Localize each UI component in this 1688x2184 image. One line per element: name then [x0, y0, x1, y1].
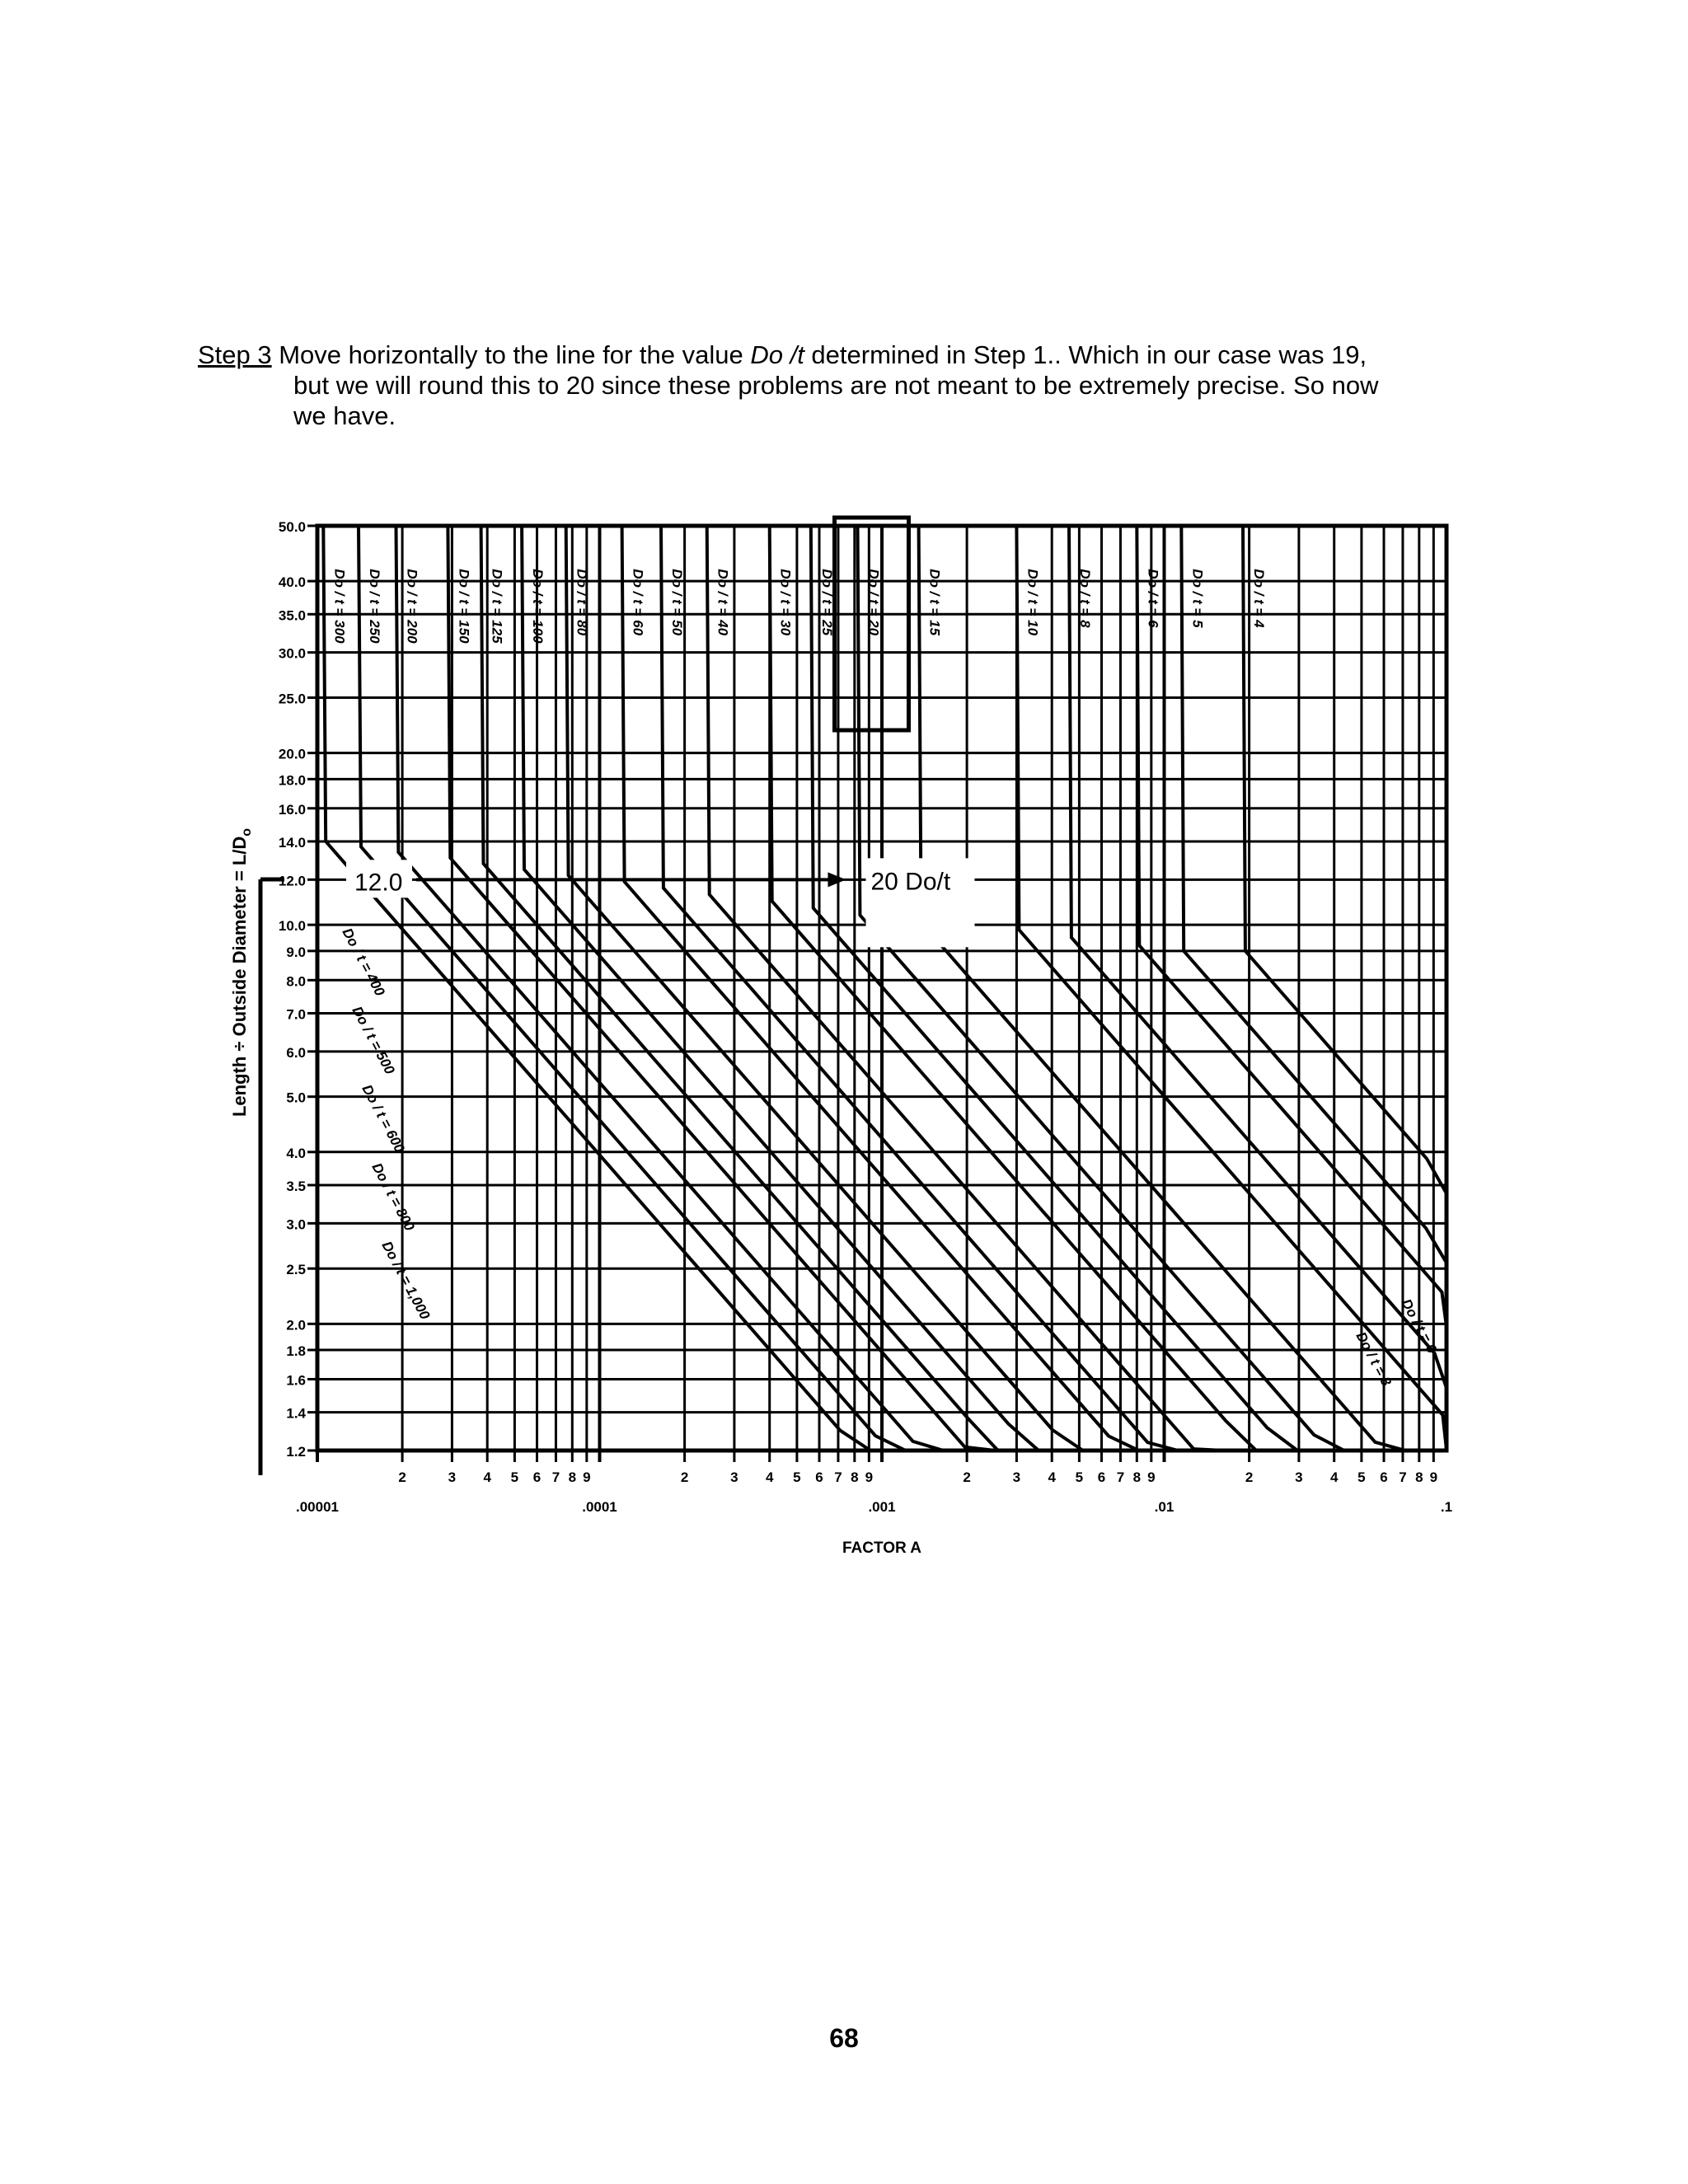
- lower-right-curve-label: Do / t = 8: [1353, 1329, 1395, 1389]
- page-number: 68: [829, 2023, 859, 2053]
- x-minor-tick-label: 5: [1357, 1469, 1366, 1485]
- lower-curve-label: Do / t = 600: [359, 1081, 408, 1155]
- curve-label: Do / t = 100: [530, 569, 546, 644]
- curve-label: Do / t = 4: [1251, 569, 1267, 628]
- curve-label: Do / t = 15: [926, 569, 943, 636]
- do-t-curve: [919, 526, 1406, 1451]
- curve-label: Do / t = 300: [331, 569, 348, 644]
- step-text-a: Move horizontally to the line for the value: [271, 340, 751, 369]
- lower-curve-label: Do / t = 1,000: [378, 1238, 434, 1323]
- x-minor-tick-label: 3: [1295, 1469, 1303, 1485]
- y-tick-label: 30.0: [278, 645, 306, 662]
- x-minor-tick-label: 7: [1399, 1469, 1407, 1485]
- x-minor-tick-label: 5: [510, 1469, 519, 1485]
- y-tick-label: 10.0: [278, 918, 306, 935]
- x-minor-tick-label: 3: [1012, 1469, 1021, 1485]
- y-tick-label: 35.0: [278, 607, 306, 624]
- do-t-curve: [323, 526, 870, 1451]
- do-t-term: Do /t: [750, 340, 804, 369]
- do-t-curve: [359, 526, 906, 1451]
- x-minor-tick-label: 2: [680, 1469, 689, 1485]
- x-minor-tick-label: 7: [1116, 1469, 1125, 1485]
- y-tick-label: 3.0: [286, 1216, 306, 1233]
- do-t-curve: [1016, 526, 1447, 1450]
- y-tick-label: 50.0: [278, 519, 306, 535]
- do-t-curve: [566, 526, 1083, 1451]
- y-tick-label: 1.6: [286, 1372, 306, 1389]
- do-t-curve: [1243, 526, 1447, 1193]
- x-minor-tick-label: 7: [551, 1469, 560, 1485]
- x-minor-tick-label: 6: [815, 1469, 823, 1485]
- curve-label: Do / t = 20: [865, 569, 882, 636]
- annotation-start-label: 12.0: [354, 869, 403, 897]
- x-minor-tick-label: 9: [583, 1469, 591, 1485]
- y-tick-label: 8.0: [286, 973, 306, 990]
- x-minor-tick-label: 3: [730, 1469, 738, 1485]
- lower-right-curve-label: Do / t = 6: [1398, 1296, 1440, 1356]
- y-axis-title-subscript: o: [240, 827, 254, 837]
- curve-label: Do / t = 6: [1145, 569, 1161, 628]
- x-minor-tick-label: 6: [1097, 1469, 1106, 1485]
- x-minor-tick-label: 3: [448, 1469, 457, 1485]
- x-minor-tick-label: 5: [793, 1469, 801, 1485]
- curve-label: Do / t = 250: [367, 569, 382, 644]
- curve-label: Do / t = 50: [669, 569, 685, 636]
- curve-label: Do / t = 150: [456, 569, 472, 644]
- y-axis-title: Length ÷ Outside Diameter = $L/D_o$: [229, 827, 254, 1118]
- curve-label: Do / t = 30: [777, 569, 794, 636]
- x-decade-label: .01: [1154, 1499, 1175, 1515]
- y-tick-label: 25.0: [278, 691, 306, 707]
- do-t-curve: [448, 526, 995, 1451]
- x-decade-label: .00001: [296, 1499, 339, 1515]
- curve-label: Do / t = 10: [1025, 569, 1041, 636]
- y-tick-label: 2.0: [286, 1317, 306, 1333]
- y-tick-label: 14.0: [278, 834, 306, 851]
- x-minor-tick-label: 2: [963, 1469, 971, 1485]
- y-tick-label: 9.0: [286, 944, 306, 960]
- x-decade-label: .0001: [582, 1499, 617, 1515]
- y-tick-label: 2.5: [286, 1262, 306, 1278]
- x-minor-tick-label: 4: [1048, 1469, 1056, 1485]
- x-minor-tick-label: 2: [398, 1469, 406, 1485]
- x-minor-tick-label: 8: [568, 1469, 577, 1485]
- curve-label: Do / t = 25: [818, 569, 835, 636]
- x-minor-tick-label: 4: [1329, 1469, 1339, 1485]
- y-tick-label: 40.0: [278, 574, 306, 591]
- y-tick-label: 7.0: [286, 1006, 306, 1023]
- y-tick-label: 4.0: [286, 1145, 306, 1161]
- x-minor-tick-label: 8: [1132, 1469, 1142, 1485]
- y-tick-label: 18.0: [278, 772, 306, 789]
- x-minor-tick-label: 6: [1380, 1469, 1388, 1485]
- curve-label: Do / t = 80: [574, 569, 590, 636]
- x-minor-tick-label: 5: [1075, 1469, 1084, 1485]
- step-label: Step 3: [198, 340, 272, 369]
- do-t-curve: [707, 526, 1224, 1451]
- x-minor-tick-label: 6: [532, 1469, 542, 1485]
- do-t-curve: [396, 526, 944, 1451]
- x-decade-label: .001: [868, 1499, 896, 1515]
- chart-curves: [323, 526, 1447, 1451]
- annotation-end-label: 20 Do/t: [870, 868, 951, 896]
- y-tick-label: 16.0: [278, 801, 306, 818]
- curve-label: Do / t = 125: [489, 569, 505, 644]
- step-text-line3: we have.: [293, 401, 396, 430]
- y-tick-label: 1.2: [286, 1444, 306, 1460]
- lower-curve-label: Do / t = 500: [349, 1003, 398, 1077]
- x-axis-title: FACTOR A: [842, 1540, 922, 1557]
- x-minor-tick-label: 7: [834, 1469, 842, 1485]
- y-tick-label: 3.5: [286, 1178, 306, 1194]
- curve-label: Do / t = 200: [404, 569, 420, 644]
- step-text-b: determined in Step 1.. Which in our case was 19,: [804, 340, 1367, 369]
- y-tick-label: 5.0: [286, 1090, 306, 1106]
- x-decade-label: .1: [1440, 1499, 1453, 1515]
- step-text-line2: but we will round this to 20 since these problems are not meant to be extremely precise. So now: [293, 371, 1379, 400]
- curve-label: Do / t = 8: [1077, 569, 1093, 628]
- y-tick-label: 1.8: [286, 1343, 306, 1360]
- y-tick-label: 20.0: [278, 746, 306, 762]
- x-minor-tick-label: 9: [1429, 1469, 1438, 1485]
- x-minor-tick-label: 4: [765, 1469, 774, 1485]
- curve-label: Do / t = 60: [630, 569, 646, 636]
- curve-label: Do / t = 5: [1189, 569, 1206, 628]
- x-minor-tick-label: 2: [1245, 1469, 1254, 1485]
- lower-curve-label: Do / t = 800: [368, 1160, 418, 1234]
- x-minor-tick-label: 4: [483, 1469, 491, 1485]
- y-tick-label: 6.0: [286, 1044, 306, 1061]
- lower-curve-label: Do / t = 400: [339, 925, 388, 999]
- chart-labels: [229, 519, 1452, 1557]
- x-minor-tick-label: 8: [851, 1469, 859, 1485]
- do-t-curve: [1069, 526, 1447, 1388]
- y-tick-label: 12.0: [278, 873, 306, 889]
- x-minor-tick-label: 8: [1415, 1469, 1423, 1485]
- x-minor-tick-label: 9: [1147, 1469, 1156, 1485]
- chart-grid: [260, 526, 1447, 1475]
- x-minor-tick-label: 9: [865, 1469, 874, 1485]
- y-tick-label: 1.4: [286, 1405, 306, 1422]
- curve-label: Do / t = 40: [715, 569, 731, 636]
- do-t-curve: [811, 526, 1297, 1451]
